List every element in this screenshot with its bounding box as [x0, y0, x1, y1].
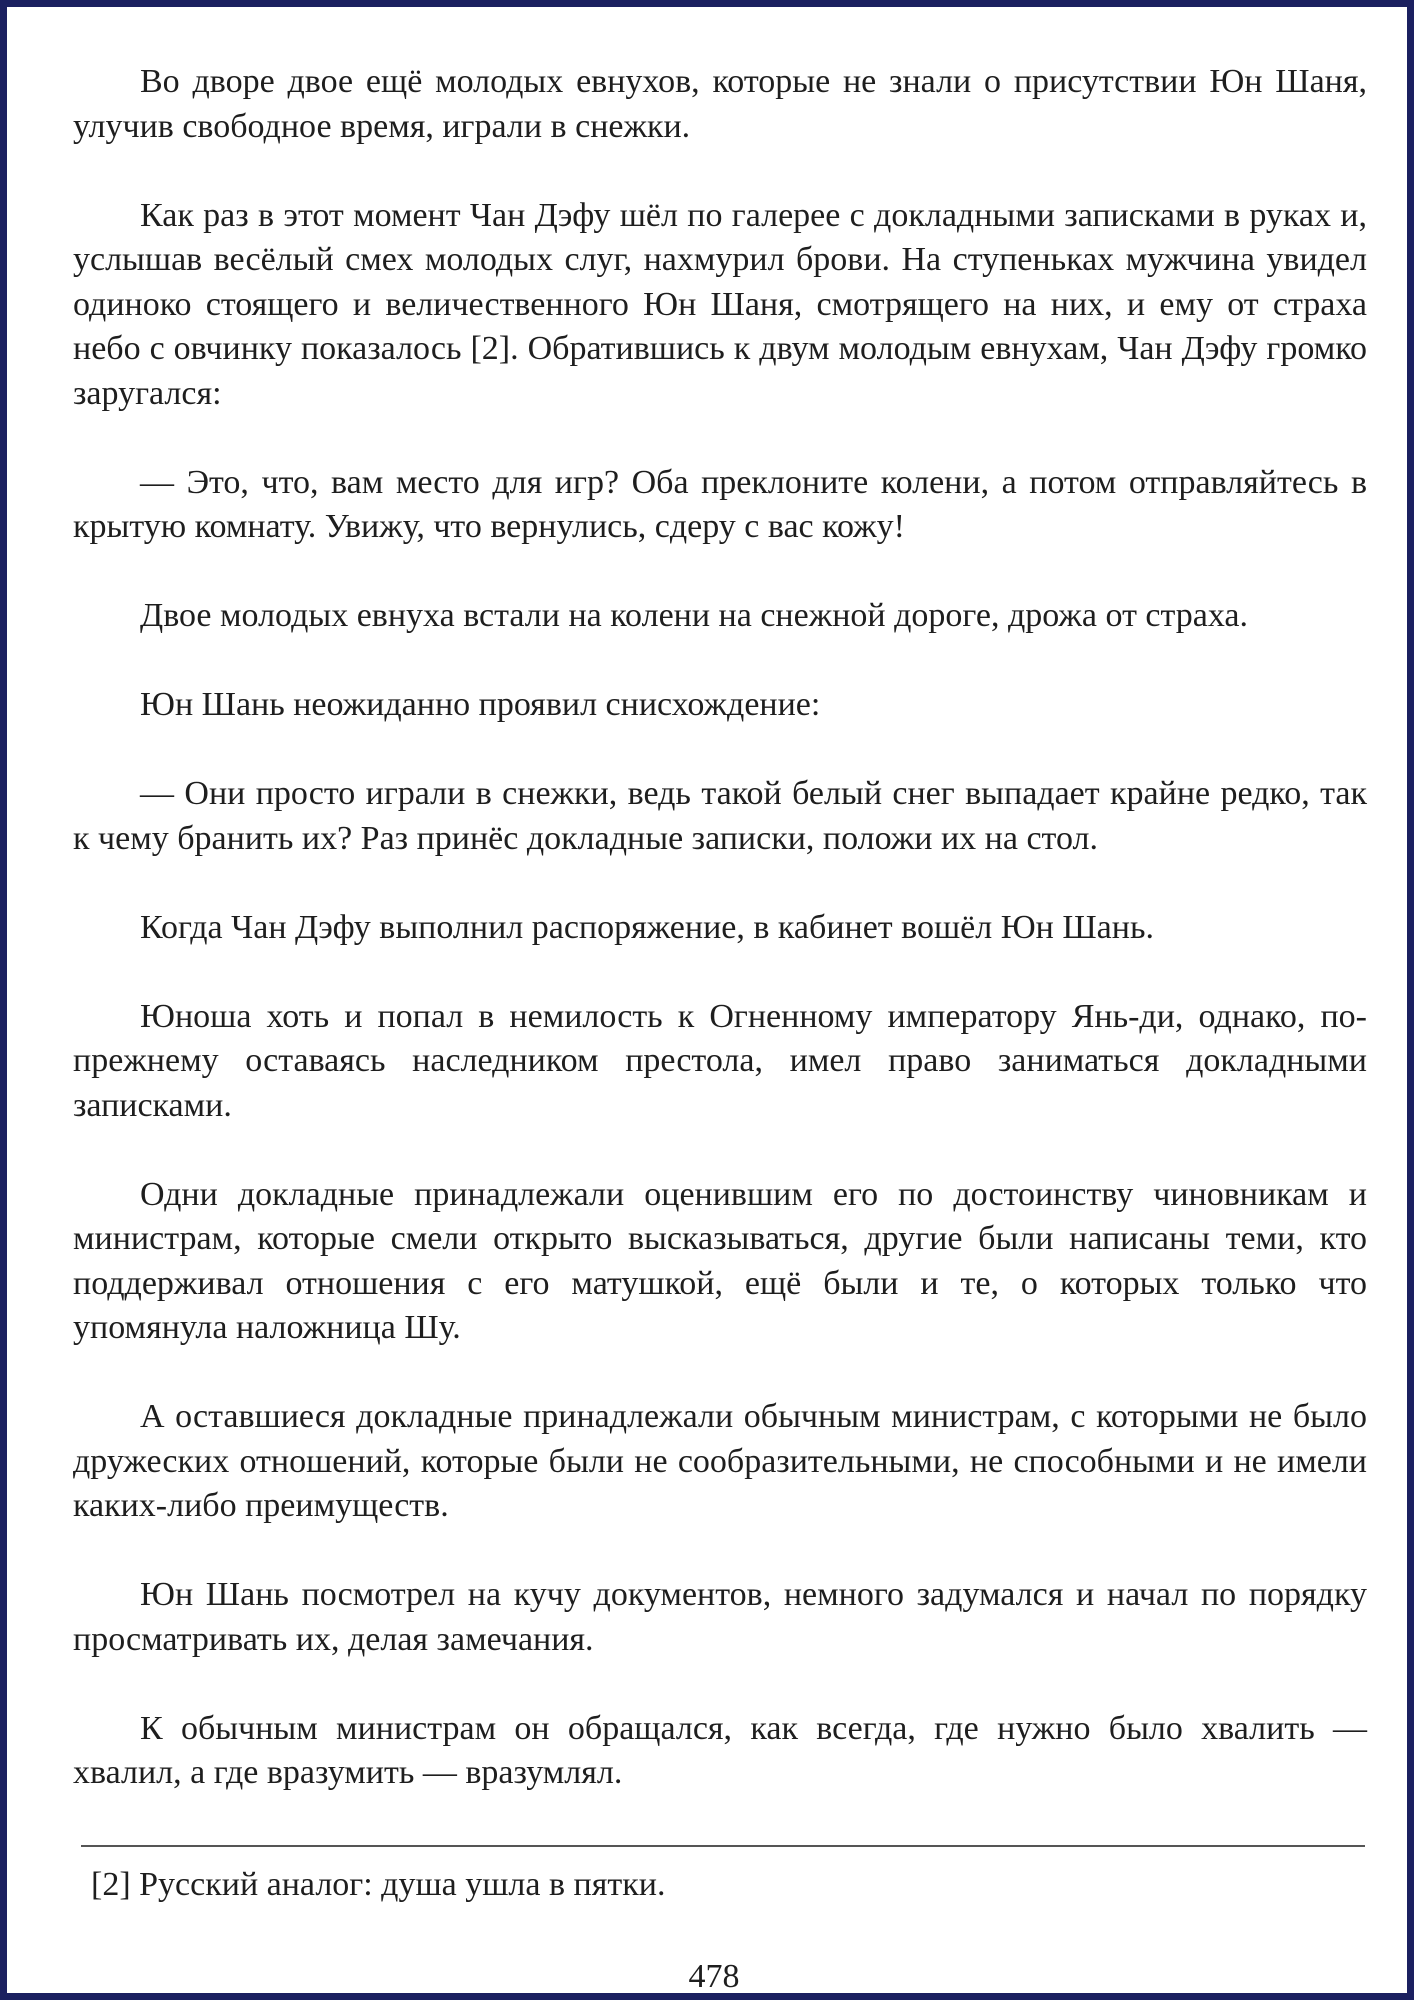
footnote: [2] Русский аналог: душа ушла в пятки. [91, 1866, 666, 1903]
paragraph-5: Юн Шань неожиданно проявил снисхождение: [140, 686, 821, 723]
paragraph-11: Юн Шань посмотрел на кучу документов, немного задумался и начал по порядку просматривать их, делая замечания. [73, 1576, 1367, 1658]
body-text [73, 60, 1367, 1796]
paragraph-4: Двое молодых евнуха встали на колени на снежной дороге, дрожа от страха. [140, 597, 1249, 634]
footnote-divider [81, 1845, 1365, 1847]
paragraph-6: — Они просто играли в снежки, ведь такой белый снег выпадает крайне редко, так к чему бранить их? Раз принёс докладные записки, положи их на стол. [73, 775, 1367, 857]
paragraph-8: Юноша хоть и попал в немилость к Огненному императору Янь-ди, однако, по-прежнему оставаясь наследником престола, имел право заниматься докладными записками. [73, 997, 1367, 1124]
page-number: 478 [688, 1958, 740, 1995]
paragraph-7: Когда Чан Дэфу выполнил распоряжение, в кабинет вошёл Юн Шань. [140, 908, 1154, 946]
paragraph-10: А оставшиеся докладные принадлежали обычным министрам, с которыми не было дружеских отношений, которые были не сообразительными, не способными и не имели каких-либо преимуществ. [73, 1398, 1367, 1524]
paragraph-12: К обычным министрам он обращался, как всегда, где нужно было хвалить — хвалил, а где вразумить — вразумлял. [73, 1709, 1367, 1791]
paragraph-9: Одни докладные принадлежали оценившим его по достоинству чиновникам и министрам, которые смели открыто высказываться, другие были написаны теми, кто поддерживал отношения с его матушкой, ещё были и те, о которых только что упомянула наложница Шу. [73, 1175, 1367, 1346]
paragraph-3: — Это, что, вам место для игр? Оба преклоните колени, а потом отправляйтесь в крытую комнату. Увижу, что вернулись, сдеру с вас кожу! [73, 463, 1367, 545]
paragraph-2: Как раз в этот момент Чан Дэфу шёл по галерее с докладными записками в руках и, услышав весёлый смех молодых слуг, нахмурил брови. На ступеньках мужчина увидел одиноко стоящего и величественного Юн Шаня, смотрящего на них, и ему от страха небо с овчинку показалось [2]. Обратившись к двум молодым евнухам, Чан Дэфу громко заругался: [73, 196, 1367, 412]
paragraph-1: Во дворе двое ещё молодых евнухов, которые не знали о присутствии Юн Шаня, улучив свободное время, играли в снежки. [73, 63, 1367, 145]
